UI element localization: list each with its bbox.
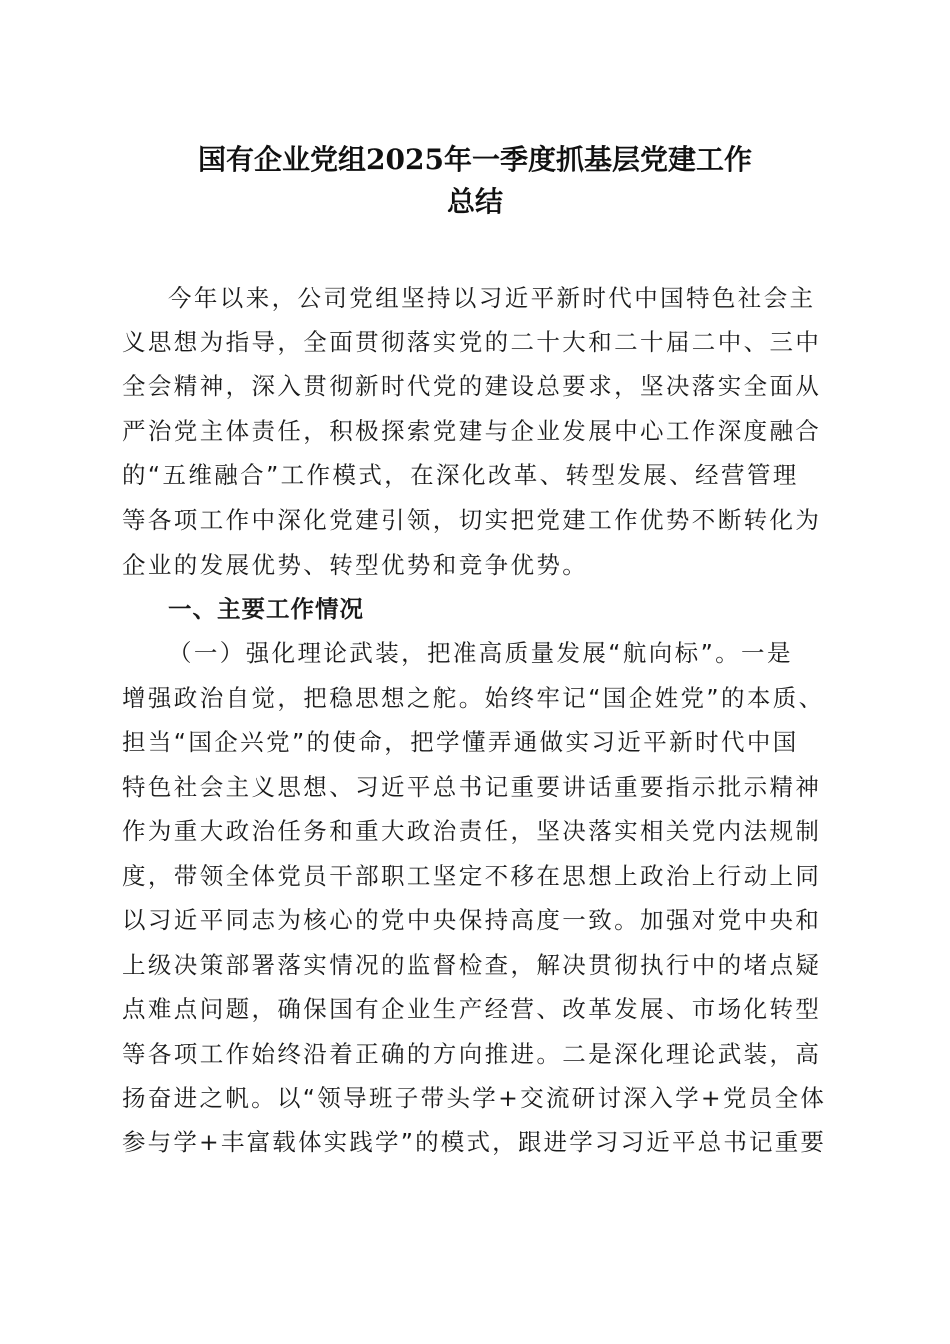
paragraph-line: 扬奋进之帆。以“领导班子带头学+交流研讨深入学+党员全体 <box>122 1084 827 1112</box>
paragraph-line: 全会精神，深入贯彻新时代党的建设总要求，坚决落实全面从 <box>122 372 822 400</box>
paragraph-line: 等各项工作中深化党建引领，切实把党建工作优势不断转化为 <box>122 506 822 534</box>
paragraph-line: 点难点问题，确保国有企业生产经营、改革发展、市场化转型 <box>122 995 822 1023</box>
paragraph-line: 等各项工作始终沿着正确的方向推进。二是深化理论武装，高 <box>122 1040 822 1068</box>
paragraph-line: 特色社会主义思想、习近平总书记重要讲话重要指示批示精神 <box>122 773 822 801</box>
document-title-line-1: 国有企业党组2025年一季度抓基层党建工作 <box>198 143 752 176</box>
paragraph-line: （一）强化理论武装，把准高质量发展“航向标”。一是 <box>168 639 793 667</box>
paragraph-line: 以习近平同志为核心的党中央保持高度一致。加强对党中央和 <box>122 906 822 934</box>
paragraph-line: 的“五维融合”工作模式，在深化改革、转型发展、经营管理 <box>122 461 799 489</box>
paragraph-line: 度，带领全体党员干部职工坚定不移在思想上政治上行动上同 <box>122 862 822 890</box>
paragraph-line: 担当“国企兴党”的使命，把学懂弄通做实习近平新时代中国 <box>122 728 799 756</box>
section-heading: 一、主要工作情况 <box>168 595 364 623</box>
paragraph-line: 参与学+丰富载体实践学”的模式，跟进学习习近平总书记重要 <box>122 1128 827 1156</box>
paragraph-line: 义思想为指导，全面贯彻落实党的二十大和二十届二中、三中 <box>122 328 822 356</box>
paragraph-line: 增强政治自觉，把稳思想之舵。始终牢记“国企姓党”的本质、 <box>122 684 825 712</box>
document-title-line-2: 总结 <box>446 185 503 218</box>
paragraph-line: 今年以来，公司党组坚持以习近平新时代中国特色社会主 <box>168 284 816 312</box>
paragraph-line: 严治党主体责任，积极探索党建与企业发展中心工作深度融合 <box>122 417 822 445</box>
paragraph-line: 上级决策部署落实情况的监督检查，解决贯彻执行中的堵点疑 <box>122 951 822 979</box>
paragraph-line: 企业的发展优势、转型优势和竞争优势。 <box>122 551 589 579</box>
paragraph-line: 作为重大政治任务和重大政治责任，坚决落实相关党内法规制 <box>122 817 822 845</box>
